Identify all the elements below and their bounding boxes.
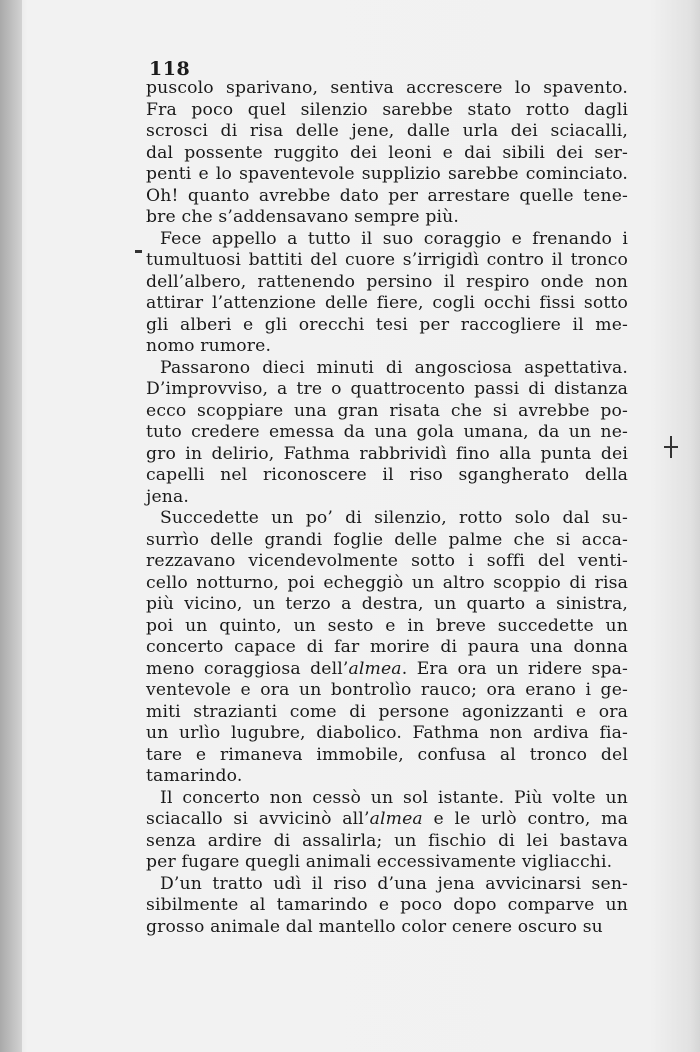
page-gutter xyxy=(0,0,22,1052)
text-line: dal possente ruggito dei leoni e dai sibili dei ser- xyxy=(146,142,628,163)
italic-word: almea xyxy=(348,658,402,679)
text-line: attirar l’attenzione delle fiere, cogli occhi fissi sotto xyxy=(146,293,628,313)
text-line: cello notturno, poi echeggiò un altro scoppio di risa xyxy=(146,572,628,593)
text-line: bre che s’addensavano sempre più. xyxy=(146,207,459,227)
text-line: ecco scoppiare una gran risata che si avrebbe po- xyxy=(146,400,628,421)
page-number: 118 xyxy=(149,58,191,80)
text-line: poi un quinto, un sesto e in breve succedette un xyxy=(146,615,628,636)
text-line: sibilmente al tamarindo e poco dopo comparve un xyxy=(146,895,628,915)
text-line: tamarindo. xyxy=(146,766,243,786)
text-line: capelli nel riconoscere il riso sgangherato della xyxy=(146,465,628,485)
text-line: rezzavano vicendevolmente sotto i soffi del venti- xyxy=(146,551,628,571)
text-line: scrosci di risa delle jene, dalle urla dei sciacalli, xyxy=(146,121,628,141)
text-line: Oh! quanto avrebbe dato per arrestare quelle tene- xyxy=(146,185,628,206)
text-line: D’improvviso, a tre o quattrocento passi di distanza xyxy=(146,379,628,399)
text-line: un urlìo lugubre, diabolico. Fathma non ardiva fia- xyxy=(146,723,628,743)
text-line: sciacallo si avvicinò all’almea e le urlò contro, ma xyxy=(146,809,629,829)
text-line: Succedette un po’ di silenzio, rotto solo dal su- xyxy=(160,508,628,528)
text-line: gro in delirio, Fathma rabbrividì fino alla punta dei xyxy=(146,443,628,464)
text-line: tumultuosi battiti del cuore s’irrigidì contro il tronco xyxy=(146,250,628,270)
text-line: Passarono dieci minuti di angosciosa aspettativa. xyxy=(160,357,628,378)
text-line: Fra poco quel silenzio sarebbe stato rotto dagli xyxy=(146,99,628,120)
text-line: dell’albero, rattenendo persino il respiro onde non xyxy=(146,271,628,292)
paragraph xyxy=(146,874,628,939)
text-line: Fece appello a tutto il suo coraggio e frenando i xyxy=(160,228,628,249)
paragraph xyxy=(146,358,628,509)
text-line: ventevole e ora un bontrolìo rauco; ora erano i ge- xyxy=(146,680,628,700)
text-line: concerto capace di far morire di paura una donna xyxy=(146,637,628,657)
body-text xyxy=(146,78,628,938)
paragraph xyxy=(146,229,628,358)
paragraph xyxy=(146,78,628,229)
paragraph xyxy=(146,788,628,874)
paragraph xyxy=(146,508,628,788)
margin-mark-right xyxy=(664,446,678,448)
text-line: jena. xyxy=(146,486,190,507)
text-line: surrìo delle grandi foglie delle palme che si acca- xyxy=(146,529,628,550)
text-line: tare e rimaneva immobile, confusa al tronco del xyxy=(146,744,628,765)
text-line: D’un tratto udì il riso d’una jena avvicinarsi sen- xyxy=(160,873,628,894)
text-line: miti strazianti come di persone agonizzanti e ora xyxy=(146,701,628,722)
text-line: nomo rumore. xyxy=(146,336,272,356)
italic-word: almea xyxy=(369,809,423,829)
text-line: per fugare quegli animali eccessivamente vigliacchi. xyxy=(146,852,613,872)
text-line: meno coraggiosa dell’almea. Era ora un ridere spa- xyxy=(146,658,629,679)
text-line: gli alberi e gli orecchi tesi per raccogliere il me- xyxy=(146,314,628,335)
text-line: puscolo sparivano, sentiva accrescere lo spavento. xyxy=(146,78,628,98)
margin-mark-left xyxy=(135,250,142,253)
text-line: Il concerto non cessò un sol istante. Più volte un xyxy=(160,787,628,808)
text-line: penti e lo spaventevole supplizio sarebbe cominciato. xyxy=(146,164,628,184)
text-line: senza ardire di assalirla; un fischio di lei bastava xyxy=(146,830,628,851)
text-line: più vicino, un terzo a destra, un quarto a sinistra, xyxy=(146,594,628,614)
text-line: grosso animale dal mantello color cenere oscuro su xyxy=(146,916,603,937)
text-line: tuto credere emessa da una gola umana, da un ne- xyxy=(146,422,628,442)
